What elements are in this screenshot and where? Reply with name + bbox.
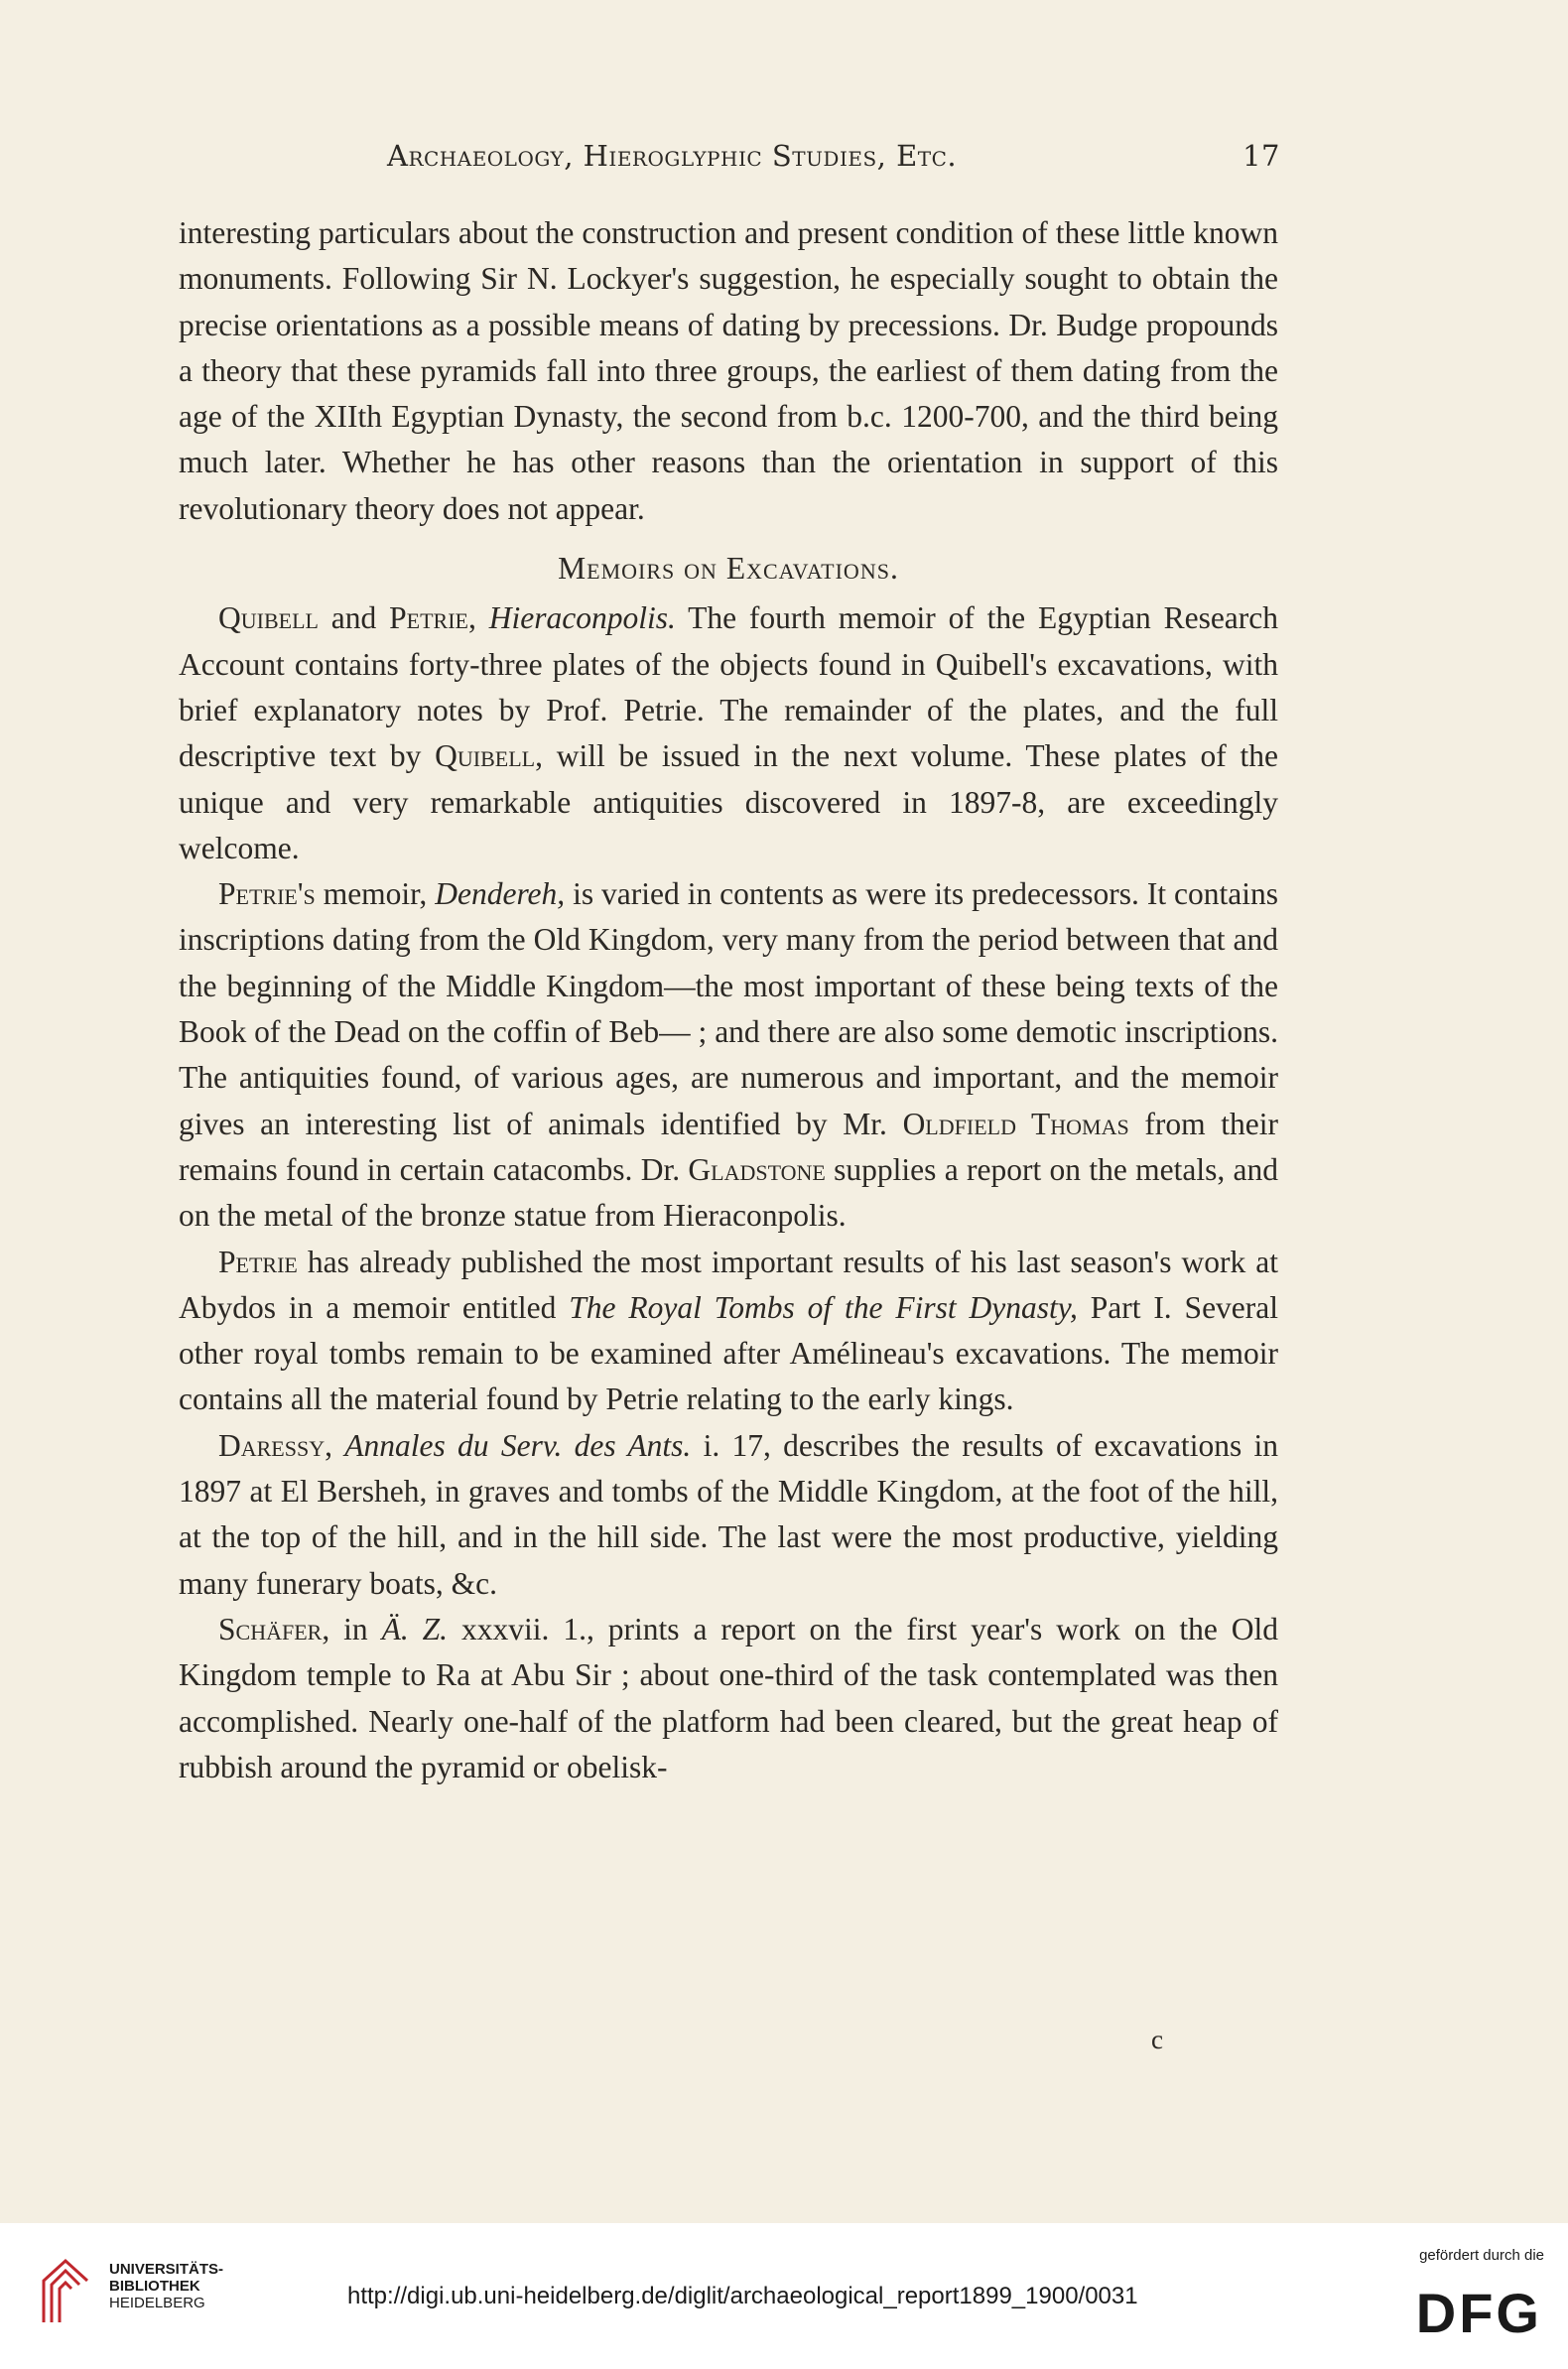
text-run: is varied in contents as were its predecessors. It contains inscriptions dating from the Old Kingdom, very many from the period between that and the beginning of the Middle Kingdom—the most important of these being texts of the Book of the Dead on the coffin of Beb— ; and there are also some demotic inscriptions. The antiquities found, of various ages, are numerous and important, and the memoir gives an interesting list of animals identified by Mr. — [179, 876, 1278, 1141]
work-title: Annales du Serv. des Ants. — [344, 1427, 692, 1463]
source-url-link[interactable]: http://digi.ub.uni-heidelberg.de/diglit/archaeological_report1899_1900/0031 — [347, 2283, 1138, 2309]
text-run: has already published the most important results of his last season's work at Abydos in a memoir entitled — [179, 1244, 1278, 1325]
work-title: The Royal Tombs of the First Dynasty, — [569, 1289, 1078, 1325]
library-name-line: HEIDELBERG — [109, 2295, 205, 2311]
text-run: The fourth memoir of the Egyptian Research Account contains forty-three plates of the objects found in Quibell's excavations, with brief explanatory notes by Prof. Petrie. The remainder of the plates, and the full descriptive text by — [179, 600, 1279, 774]
text-run: Part I. Several other royal tombs remain to be examined after Amélineau's excavations. The memoir contains all the material found by Petrie relating to the early kings. — [179, 1289, 1278, 1417]
author-name: Quibell — [218, 600, 319, 636]
author-name: Quibell — [435, 738, 536, 774]
author-name: Schäfer — [218, 1611, 323, 1646]
paragraph-royal-tombs — [179, 1240, 1278, 1423]
author-name: Gladstone — [688, 1151, 826, 1187]
dfg-logo: DFG — [1415, 2282, 1542, 2344]
library-name — [109, 2261, 223, 2311]
author-name: Petrie — [218, 1244, 298, 1279]
author-name: Daressy — [218, 1427, 326, 1463]
text-run: from their remains found in certain catacombs. Dr. — [179, 1106, 1278, 1187]
text-run: i. 17, describes the results of excavations in 1897 at El Bersheh, in graves and tombs of the Middle Kingdom, at the foot of the hill, at the top of the hill, and in the hill side. The last were the most productive, yielding many funerary boats, &c. — [179, 1427, 1278, 1601]
text-run: , — [467, 600, 489, 636]
funded-by-label: gefördert durch die — [1419, 2247, 1544, 2264]
paragraph-schaefer — [179, 1607, 1278, 1790]
work-title: Dendereh, — [435, 876, 566, 912]
text-run: , — [325, 1427, 345, 1463]
text-run: , will be issued in the next volume. These plates of the unique and very remarkable antiquities discovered in 1897-8, are exceedingly welcome. — [179, 738, 1279, 865]
paragraph-quibell-petrie — [179, 595, 1278, 871]
paragraph-daressy — [179, 1423, 1278, 1607]
text-run: and — [318, 600, 390, 636]
paragraph-continuation: interesting particulars about the construction and present condition of these little known monuments. Following Sir N. Lockyer's suggestion, he especially sought to obtain the precise orientations as a possible means of dating by precessions. Dr. Budge propounds a theory that these pyramids fall into three groups, the earliest of them dating from the age of the XIIth Egyptian Dynasty, the second from b.c. 1200-700, and the third being much later. Whether he has other reasons than the orientation in support of this revolutionary theory does not appear. — [179, 215, 1278, 526]
section-heading: Memoirs on Excavations. — [558, 551, 899, 587]
running-title: Archaeology, Hieroglyphic Studies, Etc. — [387, 139, 958, 173]
page-number: 17 — [1242, 139, 1280, 173]
library-name-line: UNIVERSITÄTS- — [109, 2261, 224, 2278]
library-name-line: BIBLIOTHEK — [109, 2278, 200, 2295]
work-title: Ä. Z. — [381, 1611, 449, 1646]
text-run: memoir, — [315, 876, 436, 912]
signature-mark: c — [1151, 2025, 1163, 2054]
author-name: Petrie's — [218, 876, 316, 912]
text-run: supplies a report on the metals, and on the metal of the bronze statue from Hieraconpolis. — [179, 1151, 1278, 1234]
work-title: Hieraconpolis. — [488, 600, 676, 636]
running-header — [387, 139, 1280, 173]
author-name: Petrie — [389, 600, 468, 636]
author-name: Oldfield Thomas — [902, 1106, 1129, 1141]
footer-bar — [0, 2223, 1568, 2369]
text-run: , in — [322, 1611, 382, 1646]
body-text — [179, 210, 1278, 1790]
library-logo-icon — [36, 2253, 95, 2326]
paragraph-dendereh — [179, 871, 1278, 1239]
text-run: xxxvii. 1., prints a report on the first year's work on the Old Kingdom temple to Ra at Abu Sir ; about one-third of the task contemplated was then accomplished. Nearly one-half of the platform had been cleared, but the great heap of rubbish around the pyramid or obelisk- — [179, 1611, 1278, 1784]
